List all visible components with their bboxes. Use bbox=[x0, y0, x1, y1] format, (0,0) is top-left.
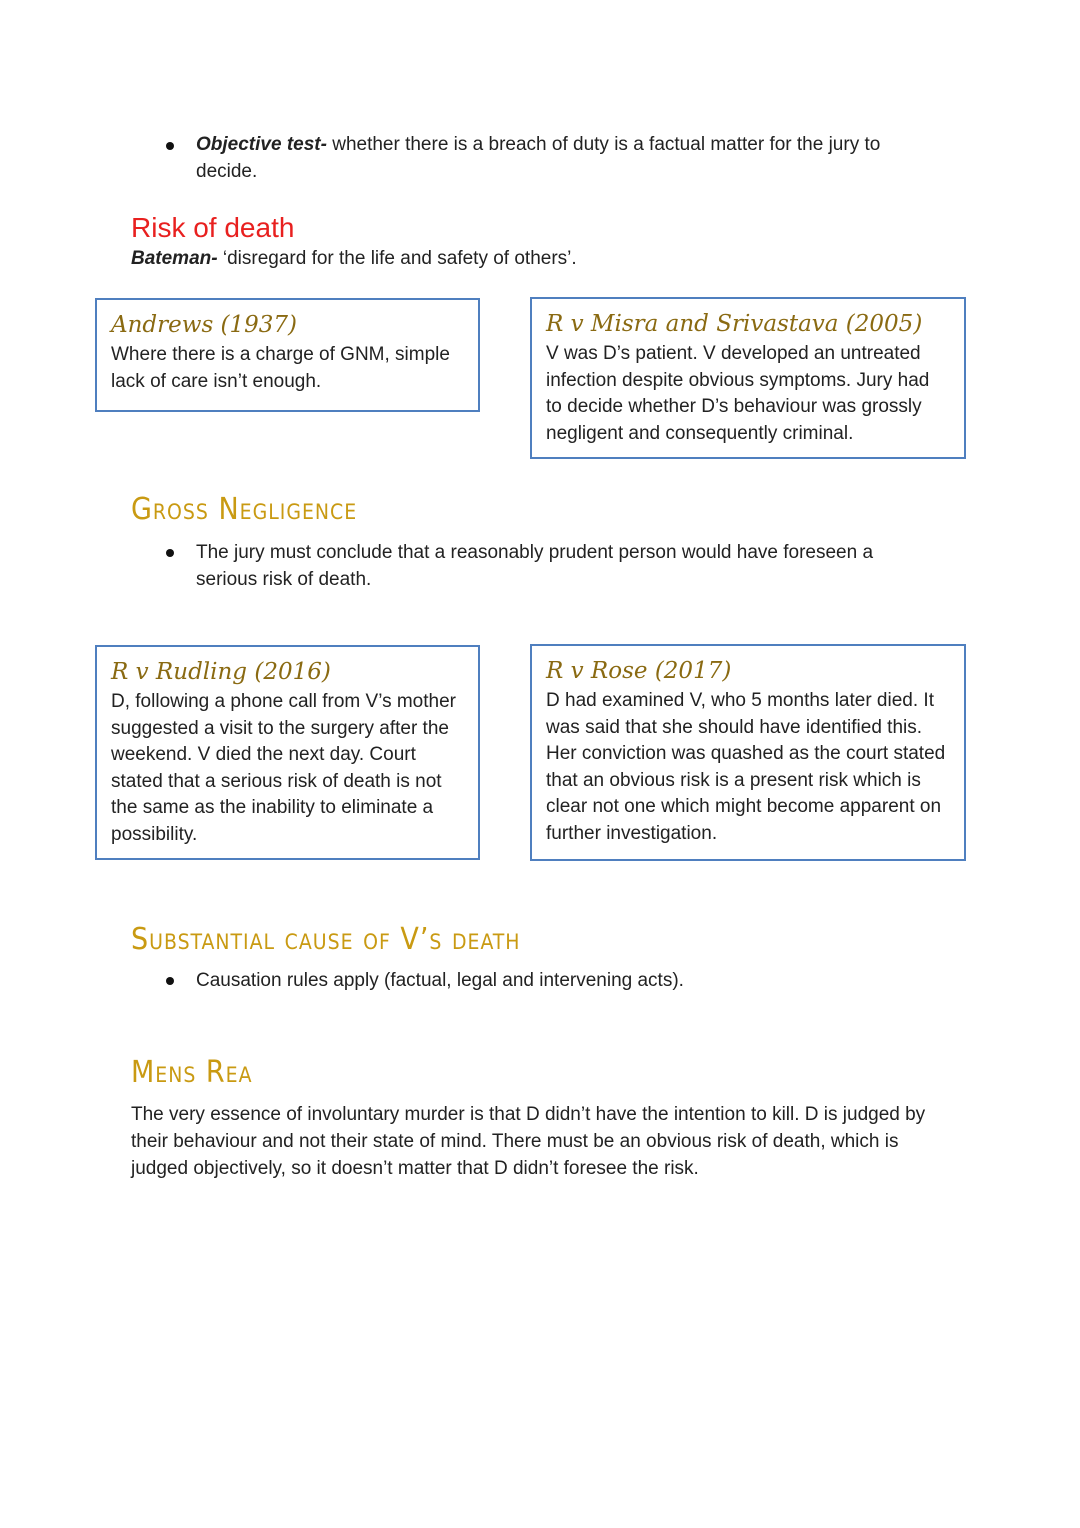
bateman-text: ‘disregard for the life and safety of others’. bbox=[217, 248, 577, 269]
substantial-cause-bullet: Causation rules apply (factual, legal and intervening acts). bbox=[196, 970, 684, 991]
case-body-rose: D had examined V, who 5 months later died. It was said that she should have identified this. Her conviction was quashed as the court stated that an obvious risk is a present risk which is clear not one which might become apparent on further investigation. bbox=[546, 690, 946, 844]
mens-rea-text: The very essence of involuntary murder is that D didn’t have the intention to kill. D is judged by their behaviour and not their state of mind. There must be an obvious risk of death, which is judged objectively, so it doesn’t matter that D didn’t foresee the risk. bbox=[131, 1104, 926, 1179]
case-body-andrews: Where there is a charge of GNM, simple lack of care isn’t enough. bbox=[111, 344, 450, 392]
case-box-misra bbox=[530, 297, 966, 459]
case-title-rose: R v Rose (2017) bbox=[546, 658, 732, 684]
mens-rea-heading: Mens Rea bbox=[131, 1055, 253, 1090]
case-title-andrews: Andrews (1937) bbox=[111, 312, 298, 338]
objective-test-lead: Objective test- bbox=[196, 134, 327, 155]
case-box-rose bbox=[530, 644, 966, 861]
bateman-lead: Bateman- bbox=[131, 248, 218, 269]
bullet-dot bbox=[166, 549, 174, 557]
case-title-misra: R v Misra and Srivastava (2005) bbox=[546, 311, 923, 337]
case-box-andrews bbox=[95, 298, 480, 412]
case-body-rudling: D, following a phone call from V’s mother suggested a visit to the surgery after the weekend. V died the next day. Court stated that a serious risk of death is not the same as the inability to eliminate a possibility. bbox=[111, 691, 456, 845]
bateman-line bbox=[131, 245, 951, 272]
objective-test-text: whether there is a breach of duty is a factual matter for the jury to decide. bbox=[196, 134, 881, 182]
gross-negligence-heading: Gross Negligence bbox=[131, 492, 358, 527]
case-body-misra: V was D’s patient. V developed an untreated infection despite obvious symptoms. Jury had to decide whether D’s behaviour was grossly negligent and consequently criminal. bbox=[546, 343, 930, 444]
bullet-dot bbox=[166, 142, 174, 150]
objective-test-bullet bbox=[196, 131, 936, 185]
bullet-dot bbox=[166, 977, 174, 985]
substantial-cause-heading: Substantial cause of V’s death bbox=[131, 922, 521, 957]
case-title-rudling: R v Rudling (2016) bbox=[111, 659, 331, 685]
risk-of-death-heading: Risk of death bbox=[131, 212, 295, 243]
gross-negligence-bullet: The jury must conclude that a reasonably prudent person would have foreseen a serious risk of death. bbox=[196, 542, 874, 590]
case-box-rudling bbox=[95, 645, 480, 860]
